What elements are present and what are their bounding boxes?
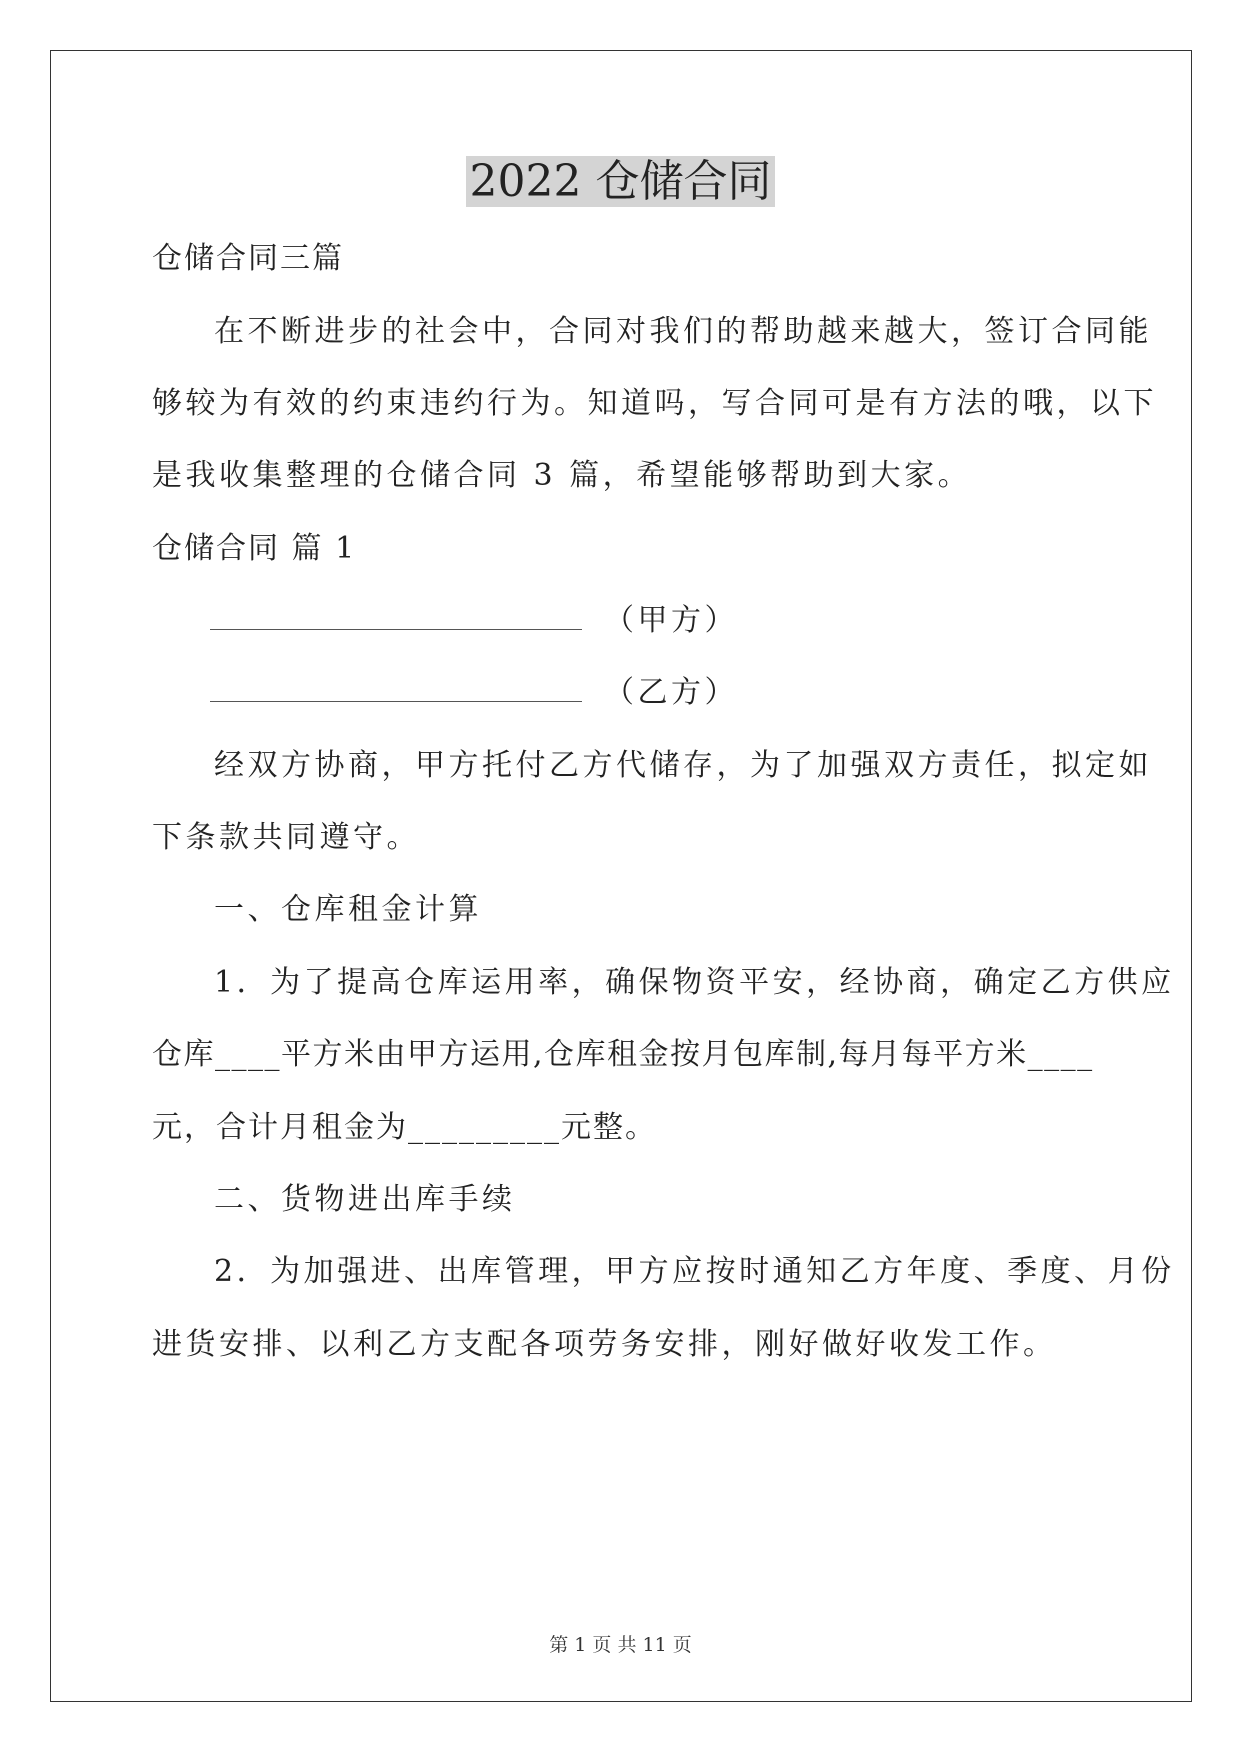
- document-title-text: 2022 仓储合同: [466, 156, 776, 207]
- party-a-row: [210, 599, 738, 643]
- clause1-line-2: 仓库____平方米由甲方运用,仓库租金按月包库制,每月每平方米____: [152, 1037, 1094, 1072]
- page-footer: 第 1 页 共 11 页: [549, 1634, 692, 1656]
- party-a-label: （甲方）: [604, 603, 738, 638]
- clause2-line-1: 2．为加强进、出库管理，甲方应按时通知乙方年度、季度、月份: [214, 1254, 1175, 1289]
- page-border: [50, 50, 1192, 1702]
- party-b-label: （乙方）: [604, 675, 738, 710]
- agreement-line-2: 下条款共同遵守。: [152, 820, 420, 855]
- clause1-line-3: 元，合计月租金为_________元整。: [152, 1110, 657, 1145]
- clause1-heading: 一、仓库租金计算: [214, 892, 482, 927]
- document-title: [0, 150, 1241, 214]
- subtitle: 仓储合同三篇: [152, 241, 344, 276]
- clause1-line-1: 1．为了提高仓库运用率，确保物资平安，经协商，确定乙方供应: [214, 965, 1175, 1000]
- clause2-heading: 二、货物进出库手续: [214, 1182, 516, 1217]
- party-a-blank: [210, 603, 582, 630]
- intro-line-3: 是我收集整理的仓储合同 3 篇，希望能够帮助到大家。: [152, 458, 972, 493]
- clause2-line-2: 进货安排、以利乙方支配各项劳务安排，刚好做好收发工作。: [152, 1327, 1057, 1362]
- party-b-row: [210, 671, 738, 715]
- section-heading: 仓储合同 篇 1: [152, 531, 357, 566]
- intro-line-2: 够较为有效的约束违约行为。知道吗，写合同可是有方法的哦，以下: [152, 386, 1157, 421]
- agreement-line-1: 经双方协商，甲方托付乙方代储存，为了加强双方责任，拟定如: [214, 748, 1152, 783]
- intro-line-1: 在不断进步的社会中，合同对我们的帮助越来越大，签订合同能: [214, 314, 1152, 349]
- party-b-blank: [210, 675, 582, 702]
